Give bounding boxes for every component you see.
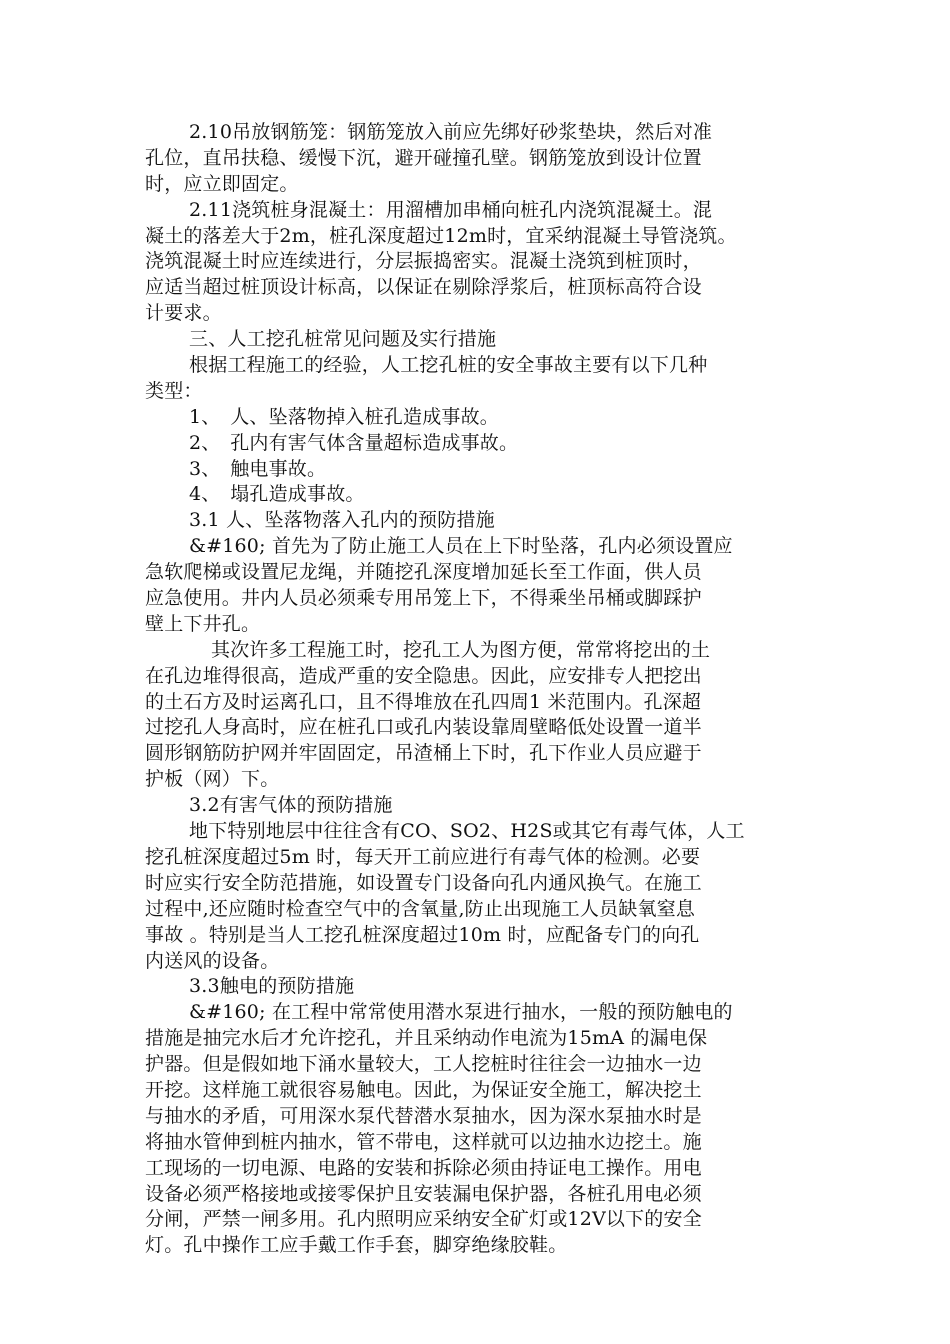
text-line: 圆形钢筋防护网并牢固固定，吊渣桶上下时，孔下作业人员应避于: [145, 742, 702, 765]
text-line: 壁上下井孔。: [145, 612, 261, 635]
text-line: 在孔边堆得很高，造成严重的安全隐患。因此，应安排专人把挖出: [145, 664, 702, 687]
text-line: 灯。孔中操作工应手戴工作手套，脚穿绝缘胶鞋。: [145, 1234, 568, 1257]
text-line: 应急使用。井内人员必须乘专用吊笼上下，不得乘坐吊桶或脚踩护: [145, 587, 702, 610]
text-line: 将抽水管伸到桩内抽水，管不带电，这样就可以边抽水边挖土。施: [145, 1130, 702, 1153]
text-line: 过程中,还应随时检查空气中的含氧量,防止出现施工人员缺氧窒息: [145, 897, 696, 920]
text-line: 挖孔桩深度超过5m 时，每天开工前应进行有毒气体的检测。必要: [145, 845, 701, 868]
text-line: 浇筑混凝土时应连续进行，分层振捣密实。混凝土浇筑到桩顶时，: [145, 250, 702, 273]
subsection-heading: 3.1 人、坠落物落入孔内的预防措施: [189, 509, 495, 532]
text-line: 内送风的设备。: [145, 949, 280, 972]
text-line: 工现场的一切电源、电路的安装和拆除必须由持证电工操作。用电: [145, 1156, 702, 1179]
text-line: 时应实行安全防范措施，如设置专门设备向孔内通风换气。在施工: [145, 871, 702, 894]
text-line: 计要求。: [145, 302, 222, 325]
text-line: 类型：: [145, 379, 203, 402]
text-line: 护器。但是假如地下涌水量较大，工人挖桩时往往会一边抽水一边: [145, 1053, 702, 1076]
text-line: 分闸，严禁一闸多用。孔内照明应采纳安全矿灯或12V以下的安全: [145, 1208, 702, 1231]
text-line: 2.10吊放钢筋笼：钢筋笼放入前应先绑好砂浆垫块，然后对准: [189, 121, 713, 143]
list-item: 4、 塌孔造成事故。: [189, 483, 365, 506]
text-line: 时，应立即固定。: [145, 172, 299, 195]
section-heading: 三、人工挖孔桩常见问题及实行措施: [189, 328, 497, 351]
text-line: 护板（网）下。: [145, 768, 280, 791]
text-line: 措施是抽完水后才允许挖孔，并且采纳动作电流为15mA 的漏电保: [145, 1027, 708, 1050]
subsection-heading: 3.2有害气体的预防措施: [189, 794, 393, 817]
text-line: 凝土的落差大于2m，桩孔深度超过12m时，宜采纳混凝土导管浇筑。: [145, 224, 737, 247]
text-line: 急软爬梯或设置尼龙绳，并随挖孔深度增加延长至工作面，供人员: [145, 561, 702, 584]
text-line: 地下特别地层中往往含有CO、SO2、H2S或其它有毒气体，人工: [189, 820, 745, 843]
list-item: 1、 人、坠落物掉入桩孔造成事故。: [189, 405, 499, 428]
text-line: 设备必须严格接地或接零保护且安装漏电保护器，各桩孔用电必须: [145, 1182, 702, 1205]
text-line: 的土石方及时运离孔口，且不得堆放在孔四周1 米范围内。孔深超: [145, 690, 702, 713]
text-line: &#160; 首先为了防止施工人员在上下时坠落，孔内必须设置应: [189, 535, 733, 558]
text-line: 根据工程施工的经验，人工挖孔桩的安全事故主要有以下几种: [189, 354, 708, 377]
list-item: 3、 触电事故。: [189, 457, 327, 480]
text-line: 事故 。特别是当人工挖孔桩深度超过10m 时，应配备专门的向孔: [145, 923, 700, 946]
text-line: 开挖。这样施工就很容易触电。因此，为保证安全施工，解决挖土: [145, 1078, 702, 1101]
text-line: 应适当超过桩顶设计标高，以保证在剔除浮浆后，桩顶标高符合设: [145, 276, 702, 299]
subsection-heading: 3.3触电的预防措施: [189, 975, 355, 998]
text-line: 孔位，直吊扶稳、缓慢下沉，避开碰撞孔壁。钢筋笼放到设计位置: [145, 146, 702, 169]
text-line: 与抽水的矛盾，可用深水泵代替潜水泵抽水，因为深水泵抽水时是: [145, 1104, 702, 1127]
document-body: [145, 120, 810, 1259]
text-line: 过挖孔人身高时，应在桩孔口或孔内装设靠周壁略低处设置一道半: [145, 716, 702, 739]
text-line: 其次许多工程施工时，挖孔工人为图方便，常常将挖出的土: [211, 638, 711, 661]
text-line: &#160; 在工程中常常使用潜水泵进行抽水，一般的预防触电的: [189, 1001, 733, 1024]
list-item: 2、 孔内有害气体含量超标造成事故。: [189, 431, 519, 454]
text-line: 2.11浇筑桩身混凝土：用溜槽加串桶向桩孔内浇筑混凝土。混: [189, 198, 713, 221]
